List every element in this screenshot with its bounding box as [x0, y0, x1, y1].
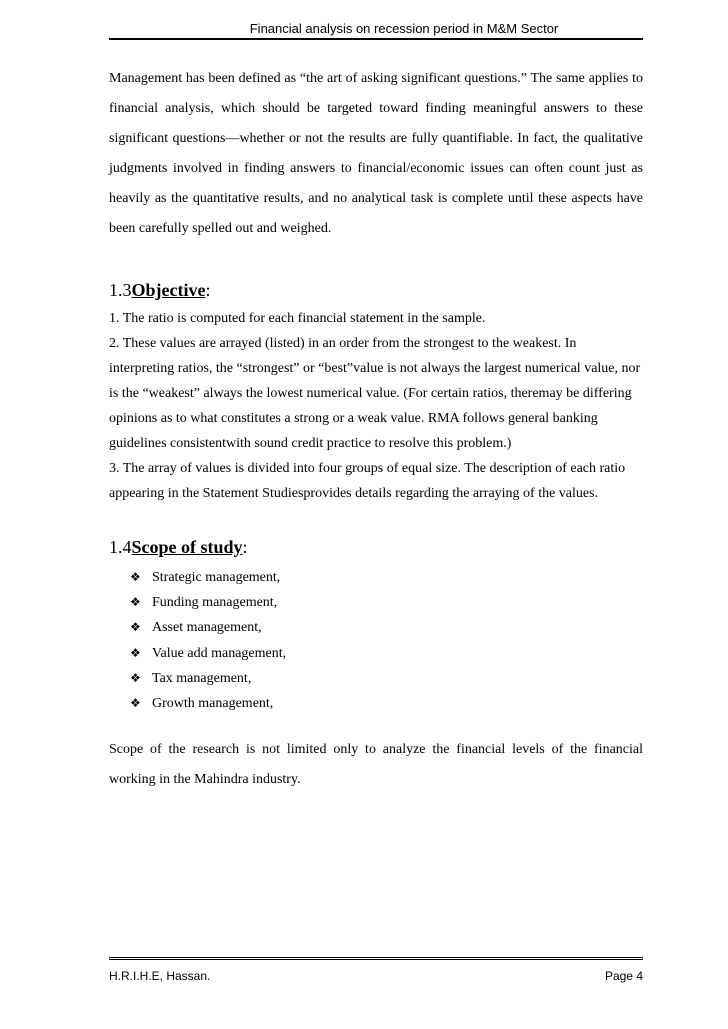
footer-institution: H.R.I.H.E, Hassan. [109, 969, 211, 983]
page-content [109, 65, 643, 795]
scope-item [109, 666, 643, 691]
objective-list [109, 306, 643, 506]
running-header [0, 21, 728, 36]
objective-item-2: 2. These values are arrayed (listed) in an order from the strongest to the weakest. In interpreting ratios, the “strongest” or “best”value is not always the largest numerical value, nor is the “weakest” always the lowest numerical value. (For certain ratios, theremay be differing opinions as to what constitutes a strong or a weak value. RMA follows general banking guidelines consistentwith sound credit practice to resolve this problem.) [109, 336, 641, 451]
diamond-bullet-icon: ❖ [130, 670, 141, 685]
diamond-bullet-icon: ❖ [130, 595, 141, 610]
diamond-bullet-icon: ❖ [130, 570, 141, 584]
scope-heading [109, 535, 643, 559]
objective-title: Objective [131, 280, 206, 300]
diamond-bullet-icon: ❖ [130, 645, 141, 660]
objective-number: 1.3 [109, 280, 132, 300]
scope-number: 1.4 [109, 537, 132, 557]
objective-item-3: 3. The array of values is divided into four groups of equal size. The description of each ratio appearing in the Statement Studiesprovides details regarding the arraying of the values. [109, 461, 626, 501]
page-number: Page 4 [604, 969, 643, 983]
objective-item-1: 1. The ratio is computed for each financial statement in the sample. [109, 311, 486, 326]
header-rule [109, 38, 643, 40]
scope-colon: : [242, 537, 248, 557]
diamond-bullet-icon: ❖ [130, 696, 141, 711]
footer-rule [109, 957, 643, 960]
objective-colon: : [205, 280, 211, 300]
objective-heading [109, 278, 643, 302]
diamond-bullet-icon: ❖ [130, 620, 141, 635]
scope-item [109, 691, 643, 716]
scope-item-label: Value add management, [152, 645, 287, 661]
scope-closing-paragraph: Scope of the research is not limited only to analyze the financial levels of the financial working in the Mahindra industry. [109, 742, 643, 788]
scope-item-label: Funding management, [152, 595, 278, 611]
scope-list [109, 565, 643, 716]
scope-item [109, 565, 643, 590]
header-title: Financial analysis on recession period in M&M Sector [249, 21, 559, 36]
scope-item [109, 590, 643, 615]
scope-item-label: Tax management, [152, 670, 252, 686]
scope-item-label: Growth management, [152, 696, 274, 712]
scope-title: Scope of study [131, 537, 243, 557]
scope-item-label: Strategic management, [152, 570, 281, 585]
scope-item [109, 641, 643, 666]
scope-item [109, 615, 643, 640]
scope-item-label: Asset management, [152, 620, 262, 636]
intro-paragraph: Management has been defined as “the art of asking significant questions.” The same applies to financial analysis, which should be targeted toward finding meaningful answers to these significant questions—whether or not the results are fully quantifiable. In fact, the qualitative judgments involved in finding answers to financial/economic issues can often count just as heavily as the quantitative results, and no analytical task is complete until these aspects have been carefully spelled out and weighed. [109, 71, 643, 236]
